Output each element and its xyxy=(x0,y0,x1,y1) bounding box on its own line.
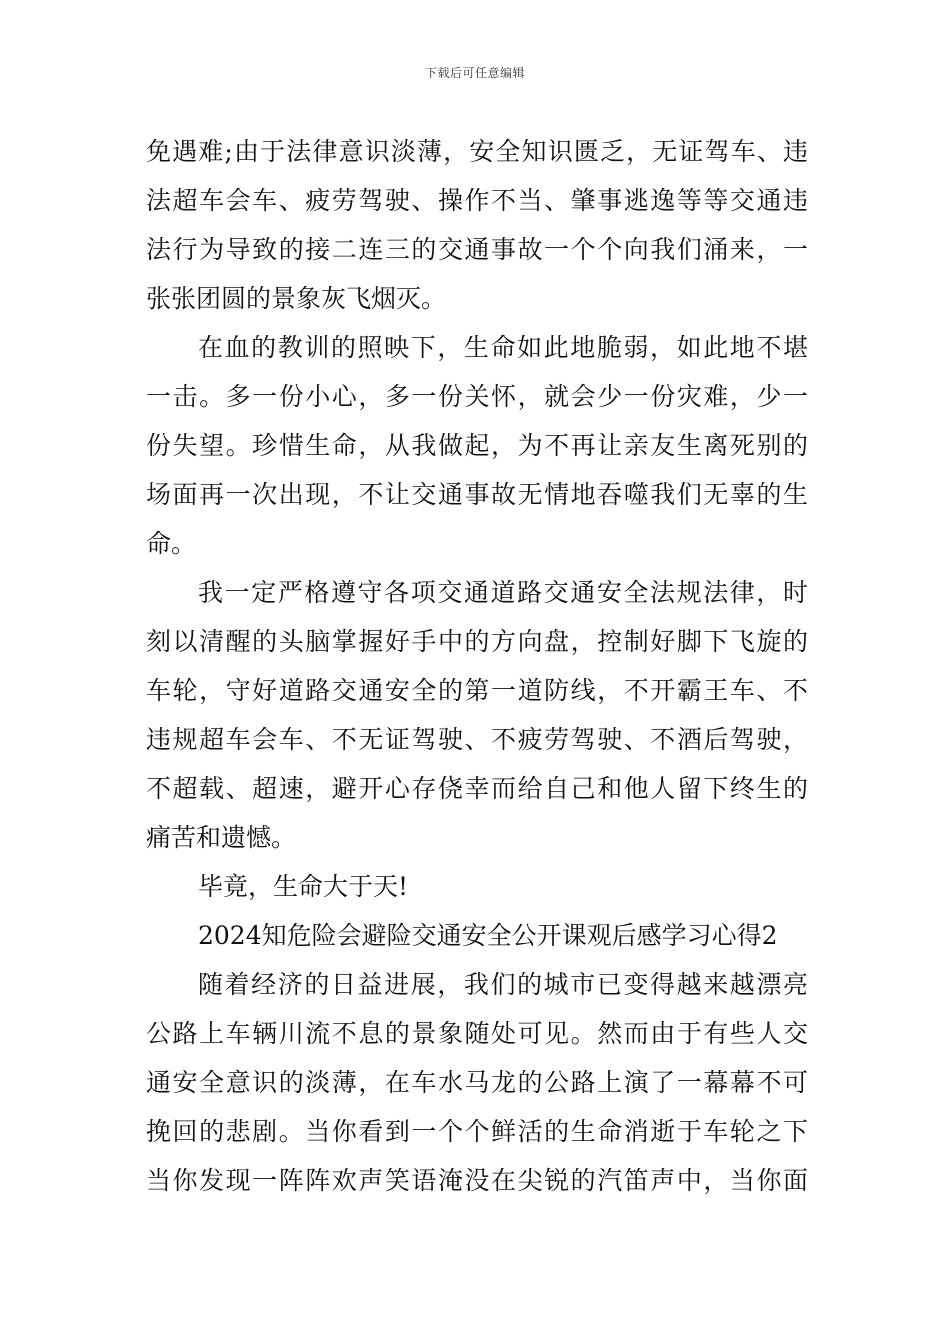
text-line: 通安全意识的淡薄，在车水马龙的公路上演了一幕幕不可 xyxy=(146,1068,808,1097)
text-line: 一击。多一份小心，多一份关怀，就会少一份灾难，少一 xyxy=(146,382,808,411)
text-line: 我一定严格遵守各项交通道路交通安全法规法律，时 xyxy=(198,578,808,607)
text-line: 随着经济的日益进展，我们的城市已变得越来越漂亮 xyxy=(198,970,808,999)
text-line: 公路上车辆川流不息的景象随处可见。然而由于有些人交 xyxy=(146,1019,808,1048)
text-line: 违规超车会车、不无证驾驶、不疲劳驾驶、不酒后驾驶， xyxy=(146,725,808,754)
text-line: 不超载、超速，避开心存侥幸而给自己和他人留下终生的 xyxy=(146,774,808,803)
text-line: 当你发现一阵阵欢声笑语淹没在尖锐的汽笛声中，当你面 xyxy=(146,1166,808,1195)
text-line: 刻以清醒的头脑掌握好手中的方向盘，控制好脚下飞旋的 xyxy=(146,627,808,656)
text-line: 免遇难;由于法律意识淡薄，安全知识匮乏，无证驾车、违 xyxy=(146,137,808,166)
text-line: 张张团圆的景象灰飞烟灭。 xyxy=(146,284,447,313)
text-line: 痛苦和遗憾。 xyxy=(146,823,297,852)
text-line: 挽回的悲剧。当你看到一个个鲜活的生命消逝于车轮之下 xyxy=(146,1117,808,1146)
page-header-note: 下载后可任意编辑 xyxy=(424,66,525,80)
text-line: 法超车会车、疲劳驾驶、操作不当、肇事逃逸等等交通违 xyxy=(146,186,808,215)
text-line: 法行为导致的接二连三的交通事故一个个向我们涌来，一 xyxy=(146,235,808,264)
document-body xyxy=(146,127,808,1205)
text-line: 命。 xyxy=(146,529,197,558)
section-heading: 2024知危险会避险交通安全公开课观后感学习心得2 xyxy=(198,921,778,950)
text-line: 份失望。珍惜生命，从我做起，为不再让亲友生离死别的 xyxy=(146,431,808,460)
text-line: 车轮，守好道路交通安全的第一道防线，不开霸王车、不 xyxy=(146,676,808,705)
text-line: 在血的教训的照映下，生命如此地脆弱，如此地不堪 xyxy=(198,333,808,362)
text-line: 场面再一次出现，不让交通事故无情地吞噬我们无辜的生 xyxy=(146,480,808,509)
text-line: 毕竟，生命大于天! xyxy=(198,872,409,901)
